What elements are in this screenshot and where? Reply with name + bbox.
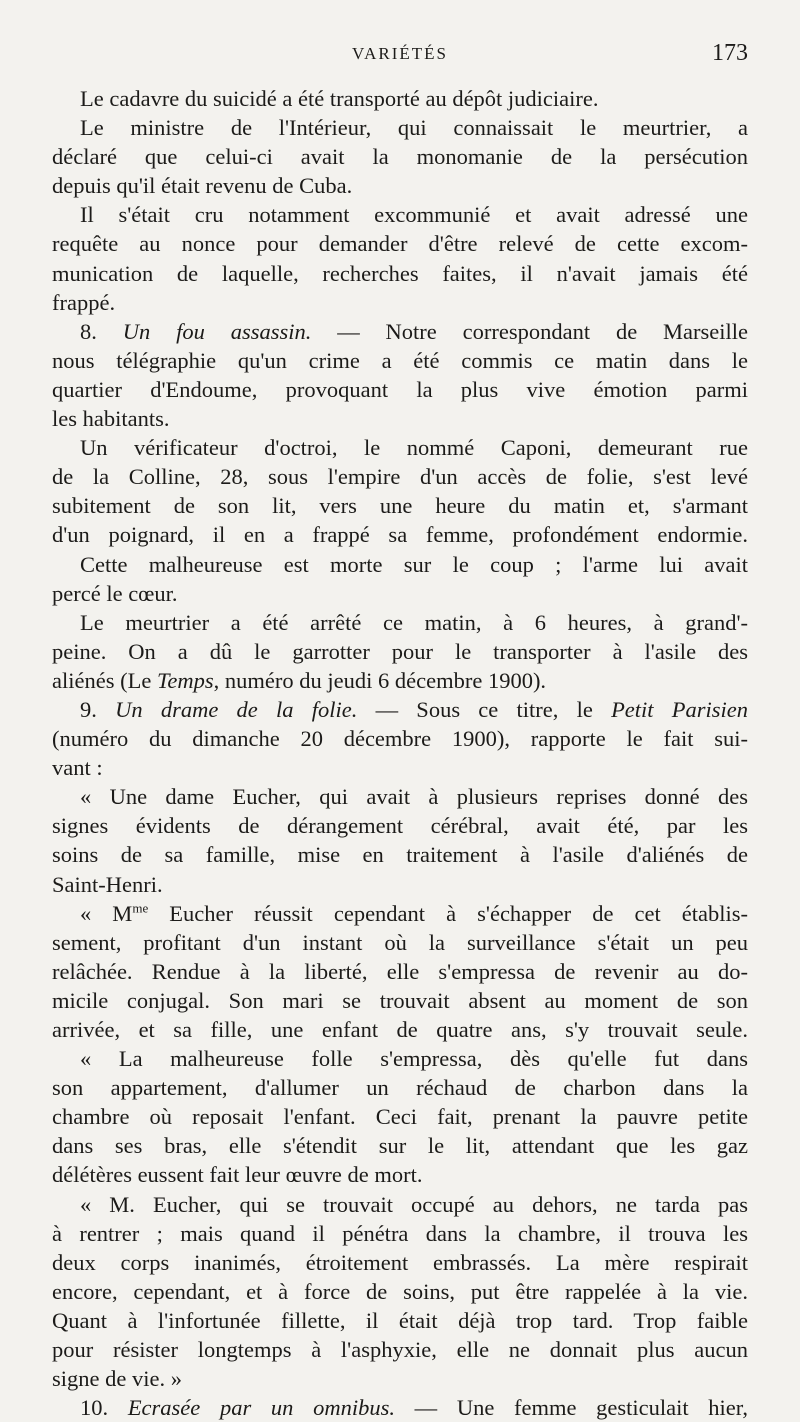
text-line: de la Colline, 28, sous l'empire d'un accès de folie, s'est levé [52, 464, 748, 490]
text-line: encore, cependant, et à force de soins, put être rappelée à la vie. [52, 1278, 748, 1304]
text-line: peine. On a dû le garrotter pour le transporter à l'asile des [52, 638, 748, 664]
text-line: subitement de son lit, vers une heure du matin et, s'armant [52, 493, 748, 519]
text-line: dans ses bras, elle s'étendit sur le lit, attendant que les gaz [52, 1133, 748, 1159]
text-line: (numéro du dimanche 20 décembre 1900), rapporte le fait sui- [52, 726, 748, 752]
text-line: vant : [52, 755, 103, 781]
page-number: 173 [712, 40, 748, 66]
text-line: Un vérificateur d'octroi, le nommé Caponi, demeurant rue [80, 435, 748, 461]
text-line: Le cadavre du suicidé a été transporté au dépôt judiciaire. [80, 86, 599, 111]
text-line: percé le cœur. [52, 580, 178, 606]
text-line: Cette malheureuse est morte sur le coup ; l'arme lui avait [80, 551, 748, 577]
text-line: quartier d'Endoume, provoquant la plus vive émotion parmi [52, 376, 748, 402]
text-line: frappé. [52, 289, 116, 315]
text-line: déclaré que celui-ci avait la monomanie de la persécution [52, 144, 748, 170]
text-line: micile conjugal. Son mari se trouvait absent au moment de son [52, 987, 748, 1013]
text-line: Saint-Henri. [52, 871, 163, 897]
text-line: pour résister longtemps à l'asphyxie, elle ne donnait plus aucun [52, 1337, 748, 1363]
text-line: depuis qu'il était revenu de Cuba. [52, 173, 353, 199]
running-head [52, 40, 748, 74]
text-line: 8. Un fou assassin. — Notre correspondant de Marseille [80, 318, 748, 344]
text-line: signes évidents de dérangement cérébral, avait été, par les [52, 813, 748, 839]
body-text [52, 84, 748, 1422]
text-line: munication de laquelle, recherches faites, il n'avait jamais été [52, 260, 748, 286]
text-line: sement, profitant d'un instant où la surveillance s'était un peu [52, 929, 748, 955]
text-line: « M. Eucher, qui se trouvait occupé au dehors, ne tarda pas [80, 1191, 748, 1217]
text-line: arrivée, et sa fille, une enfant de quatre ans, s'y trouvait seule. [52, 1017, 748, 1042]
text-line: son appartement, d'allumer un réchaud de charbon dans la [52, 1075, 748, 1101]
running-title: VARIÉTÉS [352, 44, 448, 63]
text-line: aliénés (Le Temps, numéro du jeudi 6 décembre 1900). [52, 667, 547, 693]
text-line: délétères eussent fait leur œuvre de mort. [52, 1162, 423, 1188]
text-line: Le ministre de l'Intérieur, qui connaissait le meurtrier, a [80, 115, 748, 141]
text-line: 9. Un drame de la folie. — Sous ce titre, le Petit Parisien [80, 696, 749, 722]
text-line: Le meurtrier a été arrêté ce matin, à 6 heures, à grand'- [80, 609, 748, 635]
text-line: « La malheureuse folle s'empressa, dès qu'elle fut dans [80, 1046, 748, 1072]
text-line: les habitants. [52, 406, 170, 432]
text-line: 10. Ecrasée par un omnibus. — Une femme gesticulait hier, [80, 1395, 749, 1421]
text-line: deux corps inanimés, étroitement embrassés. La mère respirait [52, 1249, 748, 1275]
text-line: nous télégraphie qu'un crime a été commis ce matin dans le [52, 347, 748, 373]
text-line: relâchée. Rendue à la liberté, elle s'empressa de revenir au do- [52, 958, 748, 984]
text-line: requête au nonce pour demander d'être relevé de cette excom- [52, 231, 748, 257]
text-line: Quant à l'infortunée fillette, il était déjà trop tard. Trop faible [52, 1307, 748, 1333]
text-line: chambre où reposait l'enfant. Ceci fait, prenant la pauvre petite [52, 1104, 748, 1130]
text-line: « $M^{me}$ Eucher réussit cependant à s'échapper de cet établis- [80, 900, 749, 926]
text-line: d'un poignard, il en a frappé sa femme, profondément endormie. [52, 522, 748, 548]
text-line: « Une dame Eucher, qui avait à plusieurs reprises donné des [80, 784, 748, 810]
text-line: à rentrer ; mais quand il pénétra dans la chambre, il trouva les [52, 1220, 748, 1246]
text-line: soins de sa famille, mise en traitement à l'asile d'aliénés de [52, 842, 748, 868]
text-line: Il s'était cru notamment excommunié et avait adressé une [80, 202, 748, 228]
text-line: signe de vie. » [52, 1366, 182, 1392]
